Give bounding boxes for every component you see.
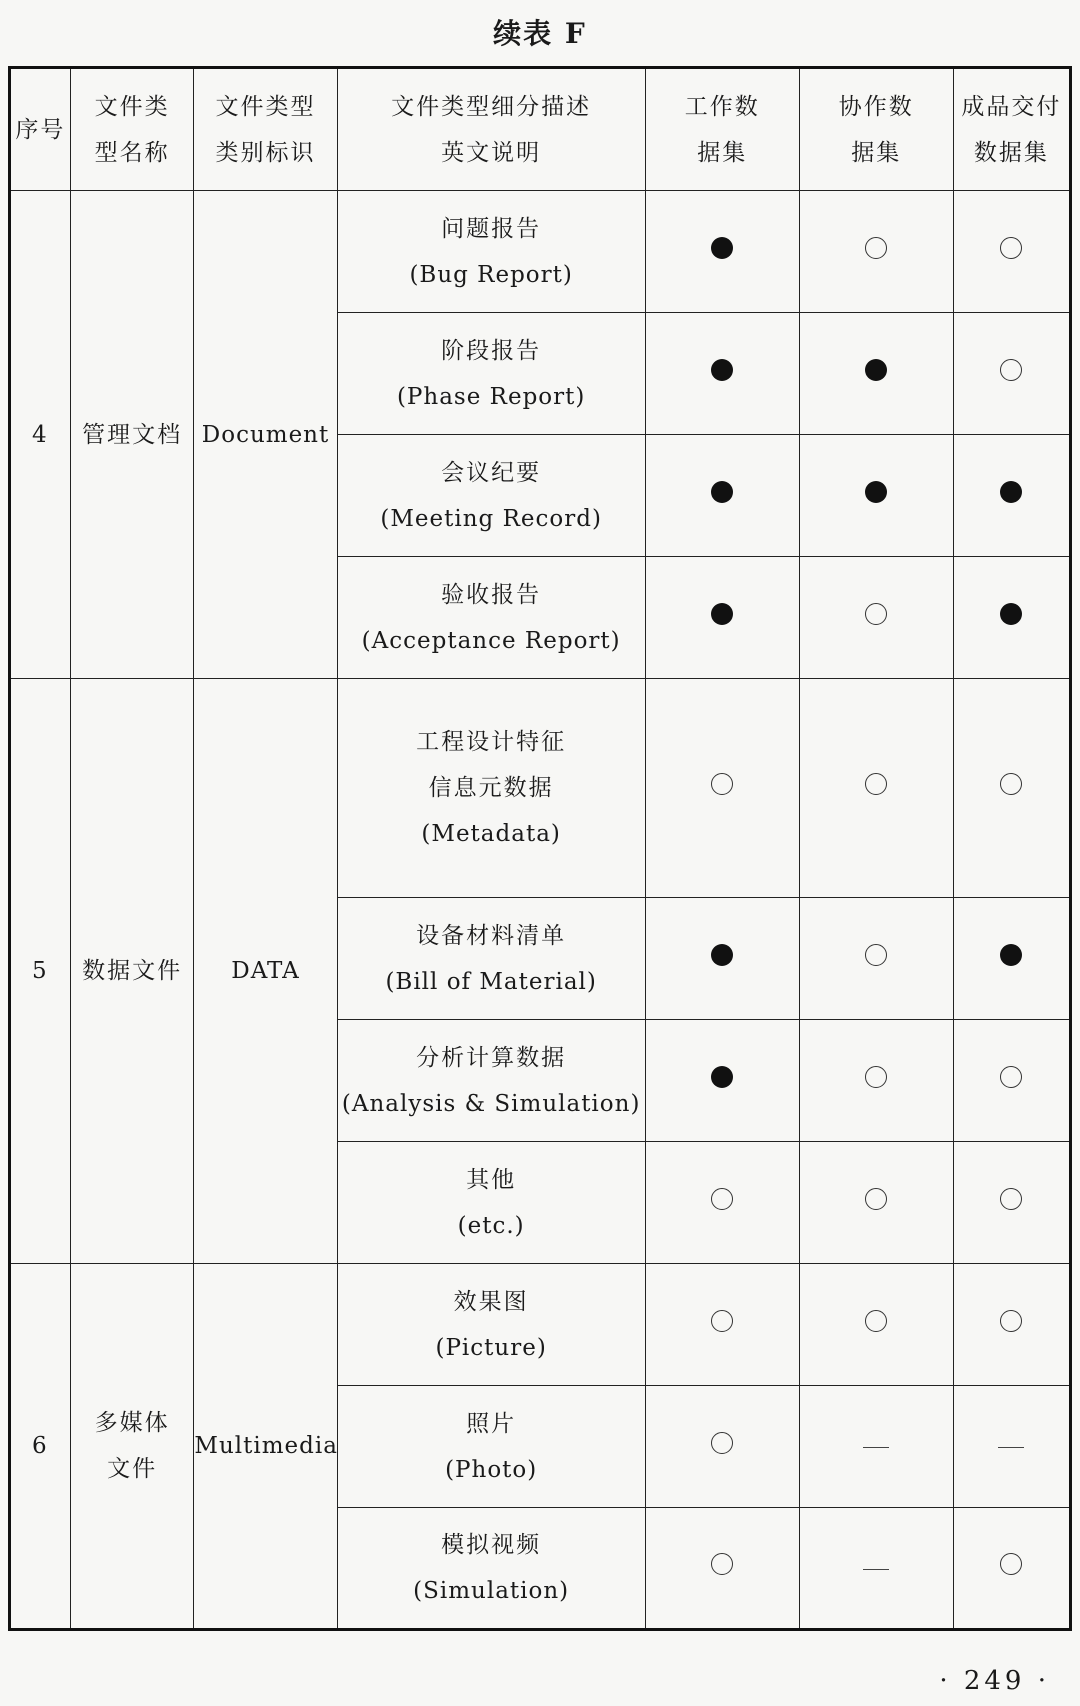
cell-deliver bbox=[953, 1508, 1070, 1630]
cell-collab bbox=[799, 435, 953, 557]
cell-description: 照片 (Photo) bbox=[337, 1386, 645, 1508]
cell-deliver bbox=[953, 898, 1070, 1020]
cell-deliver bbox=[953, 679, 1070, 898]
cell-deliver bbox=[953, 435, 1070, 557]
filled-circle-icon bbox=[1000, 481, 1022, 503]
table-row bbox=[10, 679, 1071, 898]
cell-deliver bbox=[953, 1386, 1070, 1508]
table-title: 续表 F bbox=[493, 17, 587, 50]
cell-work bbox=[645, 557, 799, 679]
header-deliver-dataset: 成品交付 数据集 bbox=[953, 68, 1070, 191]
cell-collab bbox=[799, 1508, 953, 1630]
cell-type-name: 数据文件 bbox=[70, 679, 194, 1264]
empty-circle-icon bbox=[1000, 237, 1022, 259]
cell-work bbox=[645, 1386, 799, 1508]
cell-description: 问题报告 (Bug Report) bbox=[337, 191, 645, 313]
cell-description: 分析计算数据 (Analysis & Simulation) bbox=[337, 1020, 645, 1142]
cell-collab bbox=[799, 191, 953, 313]
cell-deliver bbox=[953, 1264, 1070, 1386]
dash-icon bbox=[998, 1447, 1024, 1448]
cell-work bbox=[645, 1264, 799, 1386]
filled-circle-icon bbox=[711, 603, 733, 625]
cell-deliver bbox=[953, 1020, 1070, 1142]
dash-icon bbox=[863, 1569, 889, 1570]
filled-circle-icon bbox=[711, 359, 733, 381]
cell-type-id: Multimedia bbox=[194, 1264, 337, 1630]
cell-collab bbox=[799, 1264, 953, 1386]
cell-deliver bbox=[953, 557, 1070, 679]
header-description: 文件类型细分描述 英文说明 bbox=[337, 68, 645, 191]
cell-work bbox=[645, 435, 799, 557]
empty-circle-icon bbox=[1000, 1188, 1022, 1210]
empty-circle-icon bbox=[865, 1310, 887, 1332]
cell-description: 模拟视频 (Simulation) bbox=[337, 1508, 645, 1630]
cell-collab bbox=[799, 898, 953, 1020]
cell-work bbox=[645, 898, 799, 1020]
header-seq: 序号 bbox=[10, 68, 71, 191]
empty-circle-icon bbox=[711, 1553, 733, 1575]
cell-description: 验收报告 (Acceptance Report) bbox=[337, 557, 645, 679]
empty-circle-icon bbox=[711, 1310, 733, 1332]
empty-circle-icon bbox=[865, 1188, 887, 1210]
filled-circle-icon bbox=[865, 359, 887, 381]
empty-circle-icon bbox=[865, 237, 887, 259]
empty-circle-icon bbox=[1000, 1066, 1022, 1088]
cell-collab bbox=[799, 313, 953, 435]
filled-circle-icon bbox=[865, 481, 887, 503]
header-collab-dataset: 协作数 据集 bbox=[799, 68, 953, 191]
cell-collab bbox=[799, 679, 953, 898]
cell-work bbox=[645, 1508, 799, 1630]
file-type-table bbox=[8, 66, 1072, 1631]
cell-collab bbox=[799, 1386, 953, 1508]
page-number: · 249 · bbox=[939, 1666, 1050, 1696]
filled-circle-icon bbox=[711, 237, 733, 259]
filled-circle-icon bbox=[711, 944, 733, 966]
header-type-id: 文件类型 类别标识 bbox=[194, 68, 337, 191]
cell-collab bbox=[799, 557, 953, 679]
empty-circle-icon bbox=[1000, 1553, 1022, 1575]
cell-seq: 5 bbox=[10, 679, 71, 1264]
empty-circle-icon bbox=[865, 603, 887, 625]
table-row bbox=[10, 1264, 1071, 1386]
filled-circle-icon bbox=[1000, 944, 1022, 966]
empty-circle-icon bbox=[711, 1188, 733, 1210]
cell-description: 阶段报告 (Phase Report) bbox=[337, 313, 645, 435]
cell-work bbox=[645, 191, 799, 313]
filled-circle-icon bbox=[1000, 603, 1022, 625]
cell-description: 其他 (etc.) bbox=[337, 1142, 645, 1264]
cell-seq: 6 bbox=[10, 1264, 71, 1630]
header-row bbox=[10, 68, 1071, 191]
cell-collab bbox=[799, 1020, 953, 1142]
table-row bbox=[10, 191, 1071, 313]
cell-work bbox=[645, 679, 799, 898]
cell-deliver bbox=[953, 191, 1070, 313]
empty-circle-icon bbox=[1000, 1310, 1022, 1332]
cell-description: 设备材料清单 (Bill of Material) bbox=[337, 898, 645, 1020]
cell-description: 工程设计特征 信息元数据 (Metadata) bbox=[337, 679, 645, 898]
filled-circle-icon bbox=[711, 1066, 733, 1088]
empty-circle-icon bbox=[1000, 359, 1022, 381]
cell-description: 效果图 (Picture) bbox=[337, 1264, 645, 1386]
empty-circle-icon bbox=[711, 1432, 733, 1454]
cell-work bbox=[645, 1142, 799, 1264]
empty-circle-icon bbox=[865, 773, 887, 795]
cell-type-id: DATA bbox=[194, 679, 337, 1264]
empty-circle-icon bbox=[1000, 773, 1022, 795]
empty-circle-icon bbox=[865, 1066, 887, 1088]
cell-description: 会议纪要 (Meeting Record) bbox=[337, 435, 645, 557]
header-type-name: 文件类 型名称 bbox=[70, 68, 194, 191]
cell-type-name: 多媒体 文件 bbox=[70, 1264, 194, 1630]
header-work-dataset: 工作数 据集 bbox=[645, 68, 799, 191]
cell-seq: 4 bbox=[10, 191, 71, 679]
cell-work bbox=[645, 313, 799, 435]
cell-deliver bbox=[953, 1142, 1070, 1264]
empty-circle-icon bbox=[865, 944, 887, 966]
cell-type-id: Document bbox=[194, 191, 337, 679]
filled-circle-icon bbox=[711, 481, 733, 503]
cell-work bbox=[645, 1020, 799, 1142]
cell-deliver bbox=[953, 313, 1070, 435]
cell-type-name: 管理文档 bbox=[70, 191, 194, 679]
dash-icon bbox=[863, 1447, 889, 1448]
empty-circle-icon bbox=[711, 773, 733, 795]
cell-collab bbox=[799, 1142, 953, 1264]
